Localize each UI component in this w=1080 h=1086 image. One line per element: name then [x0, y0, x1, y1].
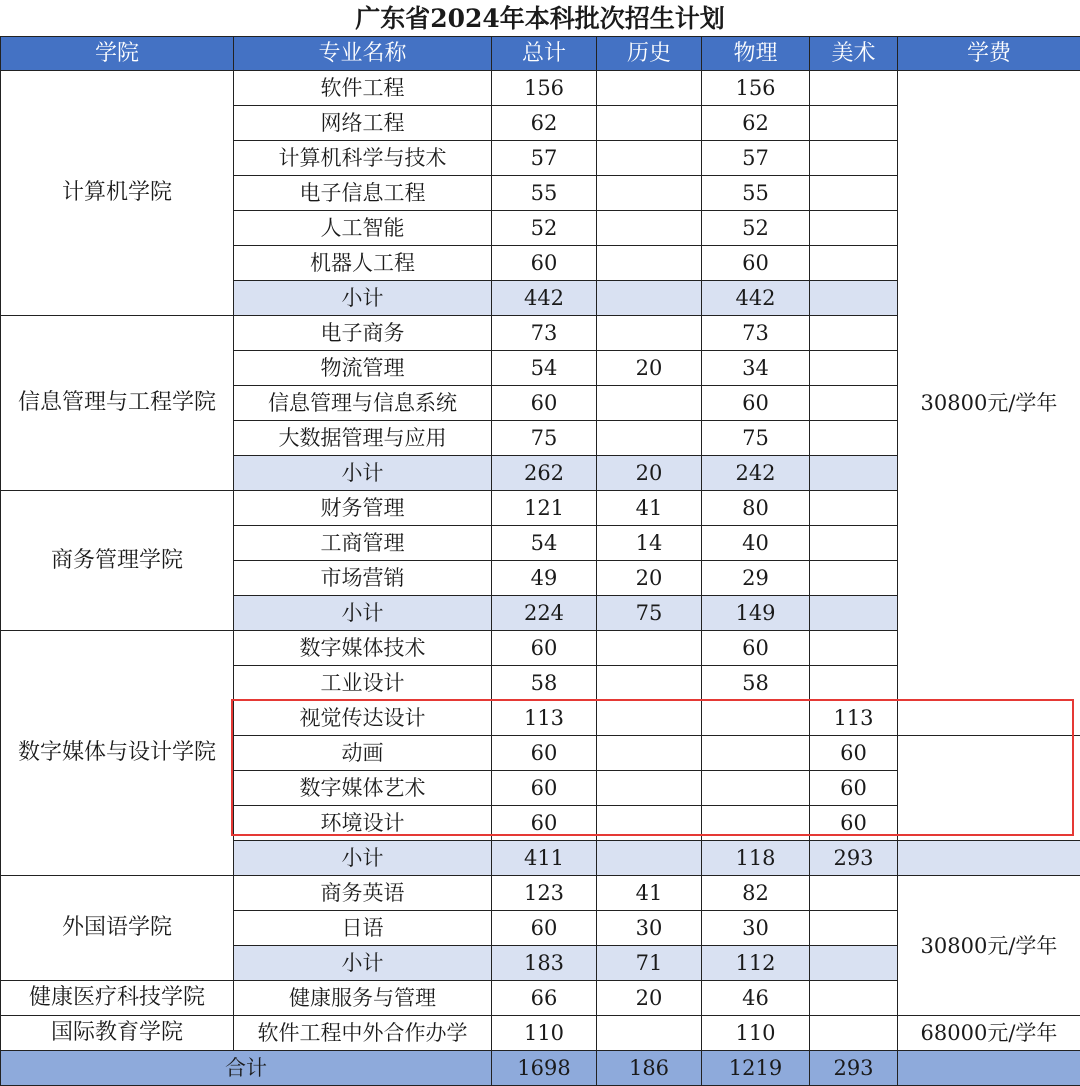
cell-total: 60	[492, 246, 597, 281]
subtotal-physics: 118	[702, 841, 810, 876]
major-name: 商务英语	[234, 876, 492, 911]
major-name: 机器人工程	[234, 246, 492, 281]
cell-total: 60	[492, 631, 597, 666]
cell-art: 60	[810, 771, 898, 806]
cell-history	[597, 246, 702, 281]
cell-art	[810, 246, 898, 281]
major-name: 物流管理	[234, 351, 492, 386]
college-name: 计算机学院	[1, 71, 234, 316]
cell-total: 156	[492, 71, 597, 106]
cell-history	[597, 421, 702, 456]
cell-total: 60	[492, 771, 597, 806]
subtotal-art	[810, 596, 898, 631]
cell-history: 14	[597, 526, 702, 561]
cell-physics: 46	[702, 981, 810, 1016]
cell-art	[810, 631, 898, 666]
subtotal-physics: 149	[702, 596, 810, 631]
subtotal-total: 183	[492, 946, 597, 981]
cell-art	[810, 316, 898, 351]
cell-physics: 60	[702, 631, 810, 666]
header-tuition: 学费	[898, 37, 1080, 71]
major-name: 软件工程中外合作办学	[234, 1016, 492, 1051]
header-art: 美术	[810, 37, 898, 71]
subtotal-history: 71	[597, 946, 702, 981]
header-physics: 物理	[702, 37, 810, 71]
cell-history: 30	[597, 911, 702, 946]
cell-total: 57	[492, 141, 597, 176]
cell-physics: 80	[702, 491, 810, 526]
major-name: 动画	[234, 736, 492, 771]
tuition-blank	[898, 841, 1080, 876]
cell-total: 73	[492, 316, 597, 351]
cell-art	[810, 981, 898, 1016]
cell-physics: 110	[702, 1016, 810, 1051]
major-name: 数字媒体技术	[234, 631, 492, 666]
cell-total: 49	[492, 561, 597, 596]
header-total: 总计	[492, 37, 597, 71]
cell-total: 113	[492, 701, 597, 736]
cell-history	[597, 666, 702, 701]
subtotal-physics: 242	[702, 456, 810, 491]
cell-history	[597, 211, 702, 246]
cell-history: 41	[597, 491, 702, 526]
college-name: 国际教育学院	[1, 1016, 234, 1051]
cell-physics: 156	[702, 71, 810, 106]
cell-art	[810, 176, 898, 211]
major-name: 财务管理	[234, 491, 492, 526]
cell-physics: 34	[702, 351, 810, 386]
major-name: 电子信息工程	[234, 176, 492, 211]
subtotal-total: 411	[492, 841, 597, 876]
cell-art	[810, 491, 898, 526]
subtotal-history	[597, 281, 702, 316]
cell-total: 54	[492, 351, 597, 386]
cell-total: 55	[492, 176, 597, 211]
cell-history: 20	[597, 561, 702, 596]
major-name: 大数据管理与应用	[234, 421, 492, 456]
subtotal-history: 75	[597, 596, 702, 631]
tuition-cell: 30800元/学年	[898, 71, 1080, 736]
cell-physics: 57	[702, 141, 810, 176]
cell-art	[810, 876, 898, 911]
cell-art	[810, 386, 898, 421]
cell-history	[597, 141, 702, 176]
grand-total-physics: 1219	[702, 1051, 810, 1086]
cell-art	[810, 561, 898, 596]
major-name: 软件工程	[234, 71, 492, 106]
major-name: 网络工程	[234, 106, 492, 141]
cell-physics	[702, 736, 810, 771]
major-name: 信息管理与信息系统	[234, 386, 492, 421]
grand-total-row	[1, 1051, 1080, 1086]
cell-total: 66	[492, 981, 597, 1016]
cell-physics: 30	[702, 911, 810, 946]
grand-total-tuition	[898, 1051, 1080, 1086]
cell-physics: 52	[702, 211, 810, 246]
major-name: 健康服务与管理	[234, 981, 492, 1016]
cell-history: 41	[597, 876, 702, 911]
cell-history: 20	[597, 351, 702, 386]
subtotal-physics: 442	[702, 281, 810, 316]
cell-total: 121	[492, 491, 597, 526]
cell-total: 60	[492, 806, 597, 841]
cell-history	[597, 176, 702, 211]
cell-total: 75	[492, 421, 597, 456]
subtotal-label: 小计	[234, 281, 492, 316]
college-name: 商务管理学院	[1, 491, 234, 631]
cell-total: 60	[492, 386, 597, 421]
college-name: 外国语学院	[1, 876, 234, 981]
cell-history	[597, 316, 702, 351]
cell-physics	[702, 701, 810, 736]
page-title: 广东省2024年本科批次招生计划	[0, 0, 1080, 36]
college-name: 数字媒体与设计学院	[1, 631, 234, 876]
cell-physics: 62	[702, 106, 810, 141]
cell-history	[597, 701, 702, 736]
cell-total: 60	[492, 736, 597, 771]
subtotal-history: 20	[597, 456, 702, 491]
cell-art: 60	[810, 806, 898, 841]
cell-total: 52	[492, 211, 597, 246]
cell-physics: 60	[702, 386, 810, 421]
table-row	[1, 876, 1080, 911]
cell-total: 123	[492, 876, 597, 911]
cell-history	[597, 806, 702, 841]
cell-total: 58	[492, 666, 597, 701]
cell-physics: 73	[702, 316, 810, 351]
subtotal-total: 262	[492, 456, 597, 491]
cell-art: 60	[810, 736, 898, 771]
cell-physics: 55	[702, 176, 810, 211]
college-name: 信息管理与工程学院	[1, 316, 234, 491]
subtotal-total: 442	[492, 281, 597, 316]
header-row	[1, 37, 1080, 71]
cell-physics: 75	[702, 421, 810, 456]
subtotal-art	[810, 281, 898, 316]
subtotal-label: 小计	[234, 596, 492, 631]
cell-art	[810, 106, 898, 141]
cell-physics: 58	[702, 666, 810, 701]
header-major: 专业名称	[234, 37, 492, 71]
cell-art	[810, 1016, 898, 1051]
grand-total-history: 186	[597, 1051, 702, 1086]
cell-total: 54	[492, 526, 597, 561]
table-row	[1, 71, 1080, 106]
college-name: 健康医疗科技学院	[1, 981, 234, 1016]
tuition-cell: 68000元/学年	[898, 1016, 1080, 1051]
grand-total-art: 293	[810, 1051, 898, 1086]
subtotal-label: 小计	[234, 841, 492, 876]
cell-history	[597, 71, 702, 106]
cell-physics: 29	[702, 561, 810, 596]
major-name: 人工智能	[234, 211, 492, 246]
cell-physics	[702, 806, 810, 841]
major-name: 电子商务	[234, 316, 492, 351]
subtotal-physics: 112	[702, 946, 810, 981]
major-name: 环境设计	[234, 806, 492, 841]
cell-physics	[702, 771, 810, 806]
cell-art	[810, 526, 898, 561]
major-name: 计算机科学与技术	[234, 141, 492, 176]
cell-history	[597, 771, 702, 806]
cell-history	[597, 106, 702, 141]
cell-physics: 82	[702, 876, 810, 911]
subtotal-label: 小计	[234, 946, 492, 981]
cell-total: 60	[492, 911, 597, 946]
cell-art	[810, 211, 898, 246]
cell-history	[597, 1016, 702, 1051]
subtotal-art	[810, 946, 898, 981]
cell-history	[597, 386, 702, 421]
cell-art	[810, 351, 898, 386]
major-name: 视觉传达设计	[234, 701, 492, 736]
major-name: 工业设计	[234, 666, 492, 701]
header-college: 学院	[1, 37, 234, 71]
cell-total: 110	[492, 1016, 597, 1051]
enrollment-plan-table	[0, 36, 1080, 1086]
cell-art	[810, 666, 898, 701]
subtotal-history	[597, 841, 702, 876]
table-row	[1, 1016, 1080, 1051]
tuition-cell: 30800元/学年	[898, 876, 1080, 1016]
major-name: 工商管理	[234, 526, 492, 561]
cell-history	[597, 631, 702, 666]
major-name: 市场营销	[234, 561, 492, 596]
subtotal-art	[810, 456, 898, 491]
grand-total-label: 合计	[1, 1051, 492, 1086]
cell-art	[810, 71, 898, 106]
cell-art	[810, 421, 898, 456]
major-name: 日语	[234, 911, 492, 946]
subtotal-label: 小计	[234, 456, 492, 491]
header-history: 历史	[597, 37, 702, 71]
subtotal-total: 224	[492, 596, 597, 631]
cell-art	[810, 911, 898, 946]
cell-physics: 60	[702, 246, 810, 281]
cell-history	[597, 736, 702, 771]
cell-history: 20	[597, 981, 702, 1016]
major-name: 数字媒体艺术	[234, 771, 492, 806]
grand-total-total: 1698	[492, 1051, 597, 1086]
cell-total: 62	[492, 106, 597, 141]
subtotal-art: 293	[810, 841, 898, 876]
cell-art	[810, 141, 898, 176]
cell-physics: 40	[702, 526, 810, 561]
cell-art: 113	[810, 701, 898, 736]
